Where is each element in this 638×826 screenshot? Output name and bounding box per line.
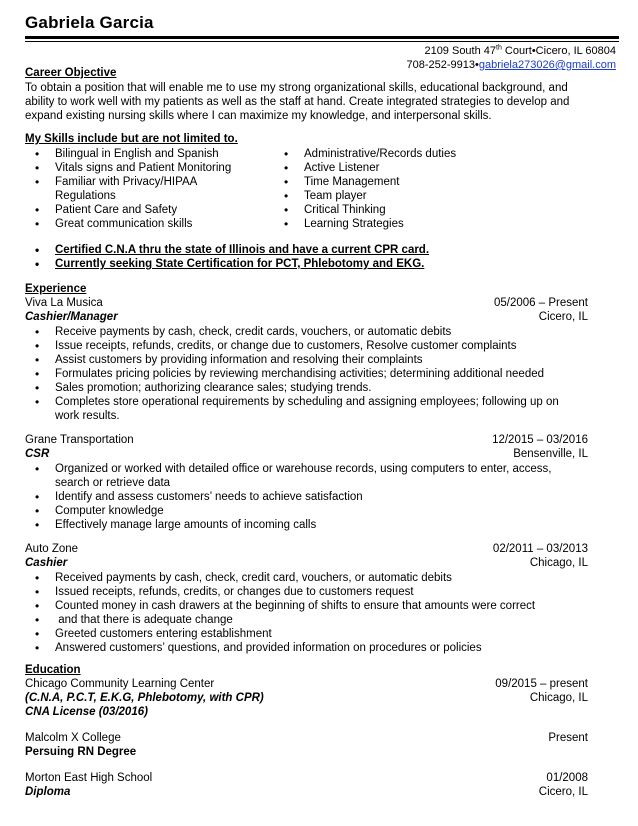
school-program-row: [25, 692, 588, 706]
school-header: [25, 772, 588, 786]
license-info: CNA License (03/2016): [25, 706, 148, 718]
skill-item: • Time Management: [274, 175, 604, 189]
duty-item: • Receive payments by cash, check, credit cards, vouchers, or automatic debits: [25, 325, 585, 339]
job-location: Cicero, IL: [538, 311, 588, 323]
duty-item: • Received payments by cash, check, credit card, vouchers, or automatic debits: [25, 571, 600, 585]
header-rule-thick: [25, 36, 619, 39]
school-extra-row: [25, 706, 588, 720]
school-program: Diploma: [25, 786, 71, 798]
company-name: Viva La Musica: [25, 297, 103, 309]
duty-item: • Formulates pricing policies by reviewing merchandising activities; determining additional needed: [25, 367, 585, 381]
skill-item: • Vitals signs and Patient Monitoring: [25, 161, 280, 175]
job-dates: 02/2011 – 03/2013: [492, 543, 588, 555]
skill-item: • Bilingual in English and Spanish: [25, 147, 280, 161]
duty-item: • Answered customers’ questions, and provided information on procedures or policies: [25, 641, 600, 655]
duty-item: • Issued receipts, refunds, credits, or changes due to customers request: [25, 585, 600, 599]
job-header: [25, 434, 588, 448]
skill-item: • Active Listener: [274, 161, 604, 175]
company-name: Grane Transportation: [25, 434, 134, 446]
job-header: [25, 543, 588, 557]
school-dates: Present: [548, 732, 588, 744]
duty-item: • Greeted customers entering establishment: [25, 627, 600, 641]
experience-heading: Experience: [25, 283, 87, 295]
school-program-row: [25, 786, 588, 800]
duty-item: • Effectively manage large amounts of incoming calls: [25, 518, 585, 532]
school-header: [25, 678, 588, 692]
school-location: Chicago, IL: [529, 692, 588, 704]
school-header: [25, 732, 588, 746]
job-title: CSR: [25, 448, 50, 460]
school-name: Chicago Community Learning Center: [25, 678, 215, 690]
school-location: Cicero, IL: [538, 786, 588, 798]
header-rule-thin: [25, 41, 619, 42]
duty-item: • Counted money in cash drawers at the beginning of shifts to ensure that amounts were correct: [25, 599, 600, 613]
job-duties-list: [25, 462, 585, 532]
address-line: 2109 South 47th Court•Cicero, IL 60804: [424, 44, 616, 57]
certification-list: [25, 243, 615, 271]
email-link[interactable]: gabriela273026@gmail.com: [478, 59, 616, 71]
job-title: Cashier: [25, 557, 68, 569]
duty-item: • Computer knowledge: [25, 504, 585, 518]
skill-item: • Administrative/Records duties: [274, 147, 604, 161]
contact-block: [407, 44, 617, 72]
certification-item: • Certified C.N.A thru the state of Illinois and have a current CPR card.: [25, 243, 615, 257]
job-title: Cashier/Manager: [25, 311, 118, 323]
skill-item: • Learning Strategies: [274, 217, 604, 231]
objective-text: To obtain a position that will enable me to use my strong organizational skills, educational background, and ability to work well with my patients as well as the staff at hand. Create integrated strategies to develop and expand existing nursing skills where I can maximize my knowledge, and interpersonal skills.: [25, 82, 570, 122]
skill-item: • Team player: [274, 189, 604, 203]
company-name: Auto Zone: [25, 543, 79, 555]
job-title-row: [25, 448, 588, 462]
duty-item: • Assist customers by providing information and resolving their complaints: [25, 353, 585, 367]
job-location: Chicago, IL: [529, 557, 588, 569]
skills-right-list: [274, 147, 604, 231]
duty-item: • Sales promotion; authorizing clearance sales; studying trends.: [25, 381, 585, 395]
job-title-row: [25, 311, 588, 325]
job-duties-list: [25, 325, 585, 423]
school-dates: 09/2015 – present: [495, 678, 588, 690]
duty-item: • and that there is adequate change: [25, 613, 600, 627]
education-heading: Education: [25, 664, 81, 676]
skill-item: • Familiar with Privacy/HIPAA Regulations: [25, 175, 245, 203]
school-name: Morton East High School: [25, 772, 153, 784]
job-location: Bensenville, IL: [513, 448, 588, 460]
school-program: (C.N.A, P.C.T, E.K.G, Phlebotomy, with CPR): [25, 692, 264, 704]
job-dates: 12/2015 – 03/2016: [492, 434, 588, 446]
job-header: [25, 297, 588, 311]
duty-item: • Identify and assess customers’ needs to achieve satisfaction: [25, 490, 585, 504]
duty-item: • Issue receipts, refunds, credits, or change due to customers, Resolve customer complaints: [25, 339, 585, 353]
school-program-row: [25, 746, 588, 760]
skills-heading: My Skills include but are not limited to.: [25, 133, 238, 145]
phone-number: 708-252-9913•: [406, 59, 479, 71]
school-name: Malcolm X College: [25, 732, 121, 744]
objective-heading: Career Objective: [25, 67, 117, 79]
skills-left-list: [25, 147, 280, 231]
phone-email-line: [407, 58, 617, 72]
skill-item: • Patient Care and Safety: [25, 203, 280, 217]
school-program: Persuing RN Degree: [25, 746, 137, 758]
duty-item: • Completes store operational requirements by scheduling and assigning employees; following up on work results.: [25, 395, 575, 423]
skill-item: • Great communication skills: [25, 217, 280, 231]
applicant-name: Gabriela Garcia: [25, 13, 154, 32]
certification-item: • Currently seeking State Certification for PCT, Phlebotomy and EKG.: [25, 257, 615, 271]
job-dates: 05/2006 – Present: [494, 297, 588, 309]
duty-item: • Organized or worked with detailed office or warehouse records, using computers to enter, access, search or retrieve data: [25, 462, 565, 490]
school-dates: 01/2008: [546, 772, 588, 784]
job-duties-list: [25, 571, 600, 655]
job-title-row: [25, 557, 588, 571]
skill-item: • Critical Thinking: [274, 203, 604, 217]
